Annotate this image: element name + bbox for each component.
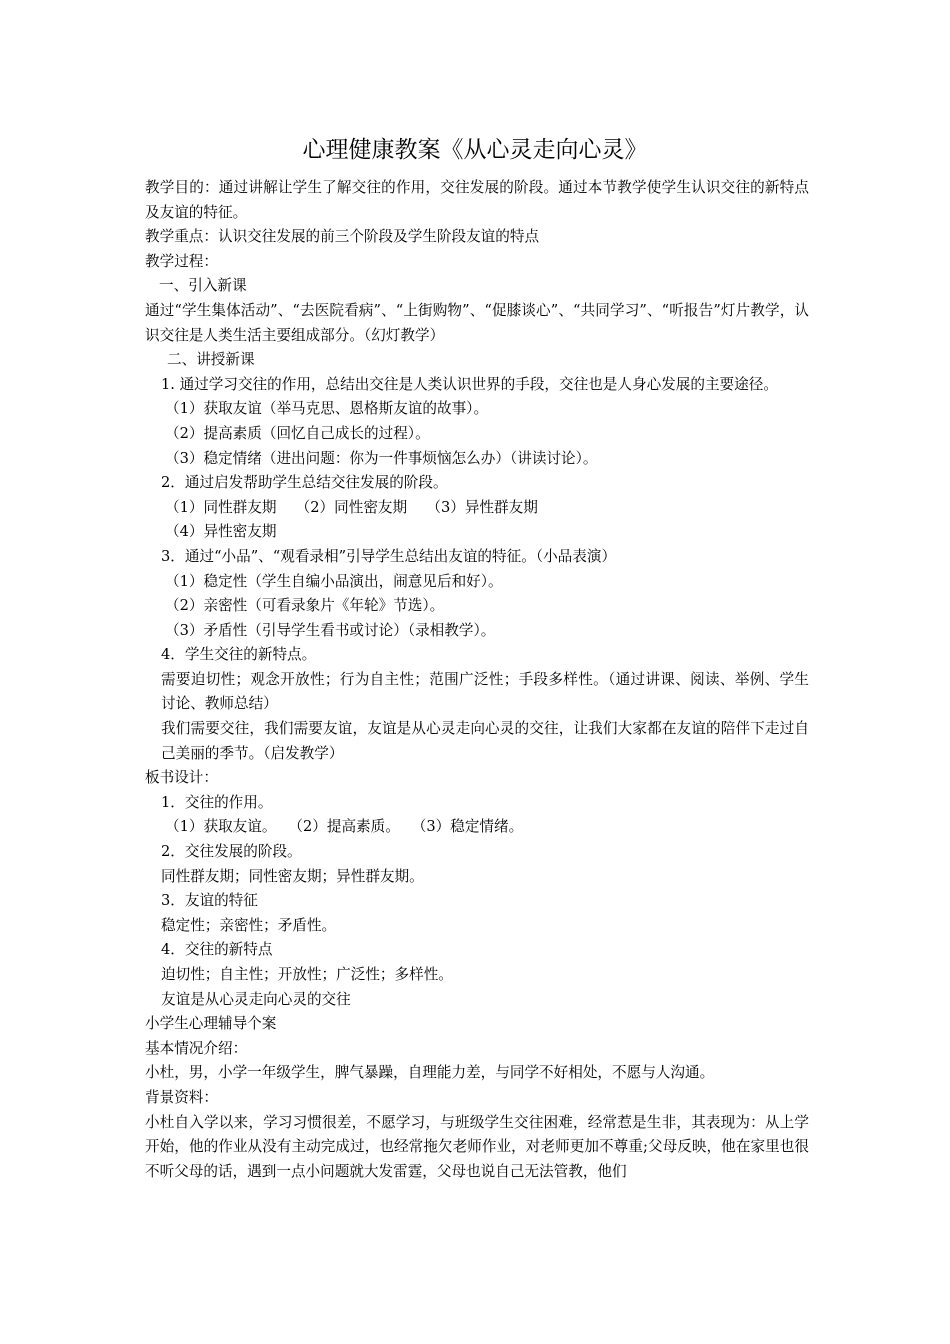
heading-introduce-lesson: 一、引入新课: [159, 277, 247, 295]
paragraph-introduce-lesson: 通过“学生集体活动”、“去医院看病”、“上街购物”、“促膝谈心”、“共同学习”、“听报告”灯片教学，认识交往是人类生活主要组成部分。（幻灯教学）: [145, 301, 809, 344]
heading-basic-info: 基本情况介绍：: [145, 1039, 248, 1057]
list-item: （1）获取友谊（举马克思、恩格斯友谊的故事）。: [165, 400, 489, 418]
list-item: （1）同性群友期 （2）同性密友期 （3）异性群友期: [165, 498, 538, 516]
list-item: （4）异性密友期: [165, 523, 277, 541]
board-item: 友谊是从心灵走向心灵的交往: [161, 990, 351, 1008]
board-item: 4．交往的新特点: [161, 941, 273, 959]
board-item: 同性群友期；同性密友期；异性群友期。: [161, 867, 424, 885]
heading-background: 背景资料：: [145, 1088, 218, 1106]
paragraph-conclusion: 我们需要交往，我们需要友谊，友谊是从心灵走向心灵的交往，让我们大家都在友谊的陪伴下走过自己美丽的季节。（启发教学）: [161, 720, 809, 762]
list-item: （2）提高素质（回忆自己成长的过程）。: [165, 424, 430, 442]
paragraph-point-3: 3．通过“小品”、“观看录相”引导学生总结出友谊的特征。（小品表演）: [161, 547, 617, 565]
paragraph-point-1: 1. 通过学习交往的作用，总结出交往是人类认识世界的手段，交往也是人身心发展的主要途径。: [161, 375, 778, 393]
list-item: （3）矛盾性（引导学生看书或讨论）（录相教学）。: [165, 621, 496, 639]
list-item: （1）稳定性（学生自编小品演出，闹意见后和好）。: [165, 572, 503, 590]
board-item: 2．交往发展的阶段。: [161, 843, 302, 861]
paragraph-teaching-goal: 教学目的：通过讲解让学生了解交往的作用，交往发展的阶段。通过本节教学使学生认识交往的新特点及友谊的特征。: [145, 179, 809, 221]
heading-teach-lesson: 二、讲授新课: [167, 351, 255, 369]
paragraph-basic-info: 小杜，男，小学一年级学生，脾气暴躁，自理能力差，与同学不好相处，不愿与人沟通。: [145, 1064, 715, 1082]
board-item: 3．友谊的特征: [161, 892, 258, 910]
board-item: （1）获取友谊。 （2）提高素质。 （3）稳定情绪。: [165, 818, 524, 836]
heading-board-design: 板书设计：: [145, 769, 218, 787]
heading-case-study: 小学生心理辅导个案: [145, 1015, 277, 1033]
list-item: （3）稳定情绪（进出问题：你为一件事烦恼怎么办）（讲读讨论）。: [165, 449, 598, 467]
board-item: 迫切性；自主性；开放性；广泛性；多样性。: [161, 966, 453, 983]
paragraph-teaching-focus: 教学重点：认识交往发展的前三个阶段及学生阶段友谊的特点: [145, 228, 540, 246]
paragraph-point-4: 4．学生交往的新特点。: [161, 646, 317, 664]
board-item: 1．交往的作用。: [161, 793, 273, 811]
document-title: 心理健康教案《从心灵走向心灵》: [302, 137, 648, 163]
board-item: 稳定性；亲密性；矛盾性。: [161, 916, 337, 934]
heading-teaching-process: 教学过程：: [145, 252, 218, 270]
paragraph-point-2: 2．通过启发帮助学生总结交往发展的阶段。: [161, 474, 448, 492]
list-item: （2）亲密性（可看录象片《年轮》节选）。: [165, 597, 445, 615]
paragraph-background: 小杜自入学以来，学习习惯很差，不愿学习，与班级学生交往困难，经常惹是生非，其表现为：从上学开始，他的作业从没有主动完成过，也经常拖欠老师作业，对老师更加不尊重;父母反映，他在家里也很不听父母的话，遇到一点小问题就大发雷霆，父母也说自己无法管教，他们: [145, 1113, 809, 1180]
document-body: [145, 176, 809, 1184]
paragraph-new-features: 需要迫切性；观念开放性；行为自主性；范围广泛性；手段多样性。（通过讲课、阅读、举例、学生讨论、教师总结）: [161, 670, 809, 713]
